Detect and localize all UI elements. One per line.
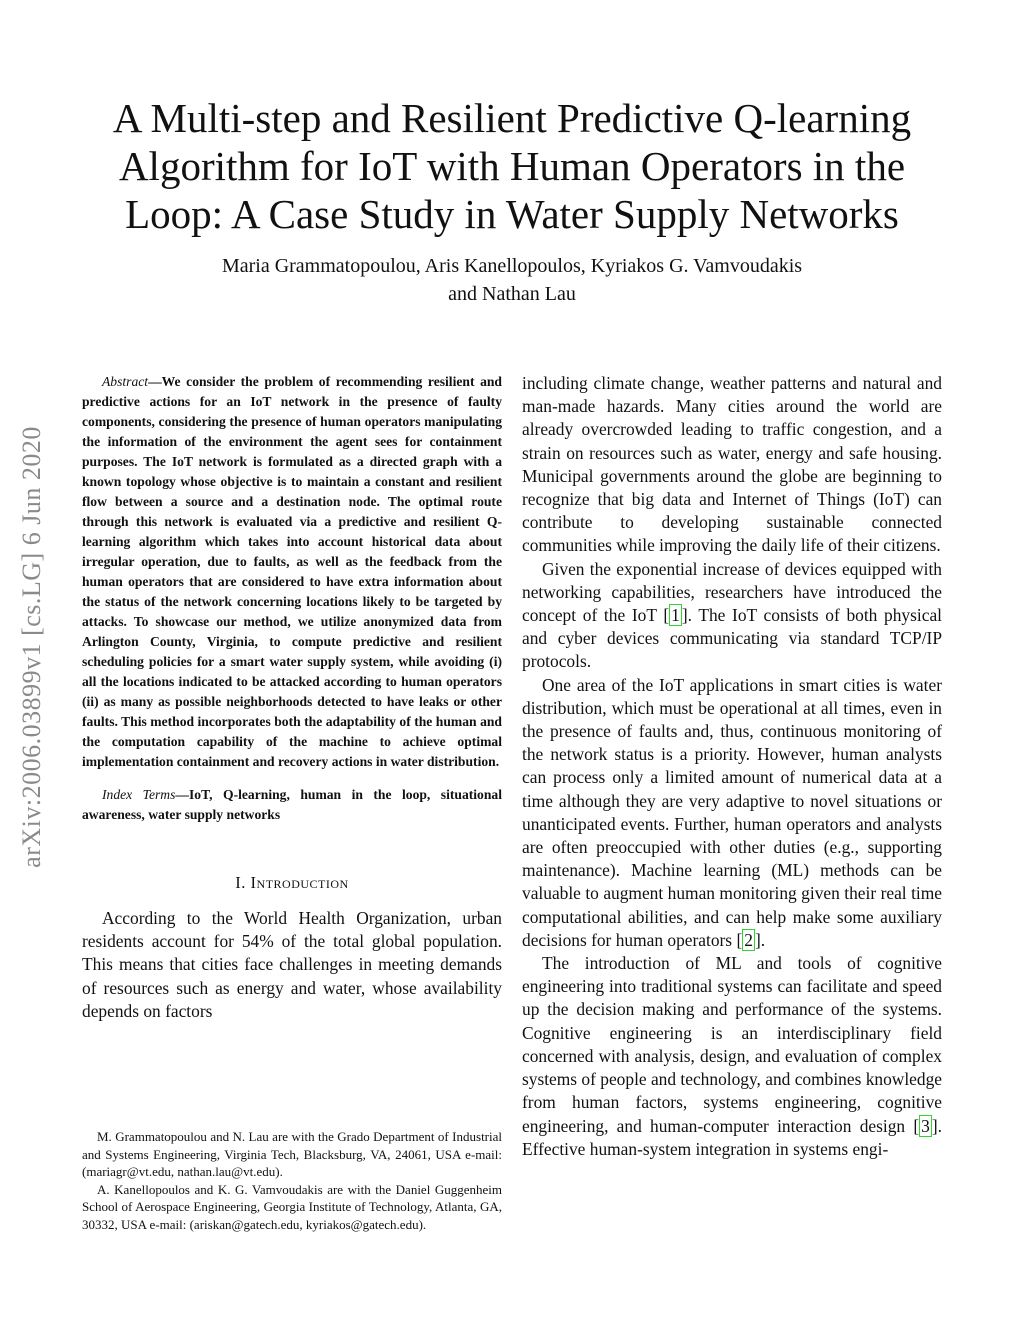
body-paragraph: The introduction of ML and tools of cognitive engineering into traditional systems can facilitate and speed up the decision making and performance of the systems. Cognitive engineering is an interdisciplinary field concerned with analysis, design, and evaluation of complex systems of people and technology, and combines knowledge from human factors, systems engineering, cognitive engineering, and human-computer interaction design [ 3 ]. Effective human-system integration in systems engi-	[522, 953, 943, 1159]
author-line: and Nathan Lau	[448, 283, 576, 305]
abstract-label: Abstract	[102, 374, 149, 389]
arxiv-identifier	[12, 366, 52, 928]
body-paragraph: One area of the IoT applications in smart cities is water distribution, which must be operational at all times, even in the presence of faults and, thus, continuous monitoring of the network status is a priority. However, human analysts can process only a limited amount of numerical data at a time although they are very adaptive to novel situations or unanticipated events. Further, human operators and analysts are often preoccupied with other duties (e.g., supporting maintenance). Machine learning (ML) methods can be valuable to augment human monitoring given their real time computational abilities, and can help make some auxiliary decisions for human operators [ 2 ].	[522, 674, 942, 950]
author-list	[80, 252, 944, 308]
index-terms-text: —IoT, Q-learning, human in the loop, situational awareness, water supply networks	[82, 787, 502, 822]
citation-link[interactable]: 3	[921, 1115, 930, 1136]
section-number: I.	[235, 873, 251, 892]
author-line: Maria Grammatopoulou, Aris Kanellopoulos, Kyriakos G. Vamvoudakis	[221, 255, 803, 277]
intro-paragraph: According to the World Health Organization, urban residents account for 54% of the total global population. This means that cities face challenges in meeting demands of resources such as energy and water, whose availability depends on factors	[82, 908, 502, 1021]
footnote: M. Grammatopoulou and N. Lau are with the Grado Department of Industrial and Systems Engineering, Virginia Tech, Blacksburg, VA, 24061, USA e-mail: (mariagr@vt.edu, nathan.lau@vt.edu).	[82, 1129, 502, 1179]
paragraph-text: . Effective human-system integration in systems engi-	[522, 1115, 942, 1159]
section-heading	[82, 873, 502, 893]
title-line: Loop: A Case Study in Water Supply Networks	[125, 191, 899, 237]
citation-link[interactable]: 2	[744, 929, 753, 950]
body-paragraph: Given the exponential increase of devices equipped with networking capabilities, researchers have introduced the concept of the IoT [ 1 ]. The IoT consists of both physical and cyber devices communicating via standard TCP/IP protocols.	[522, 558, 942, 672]
footnotes	[82, 1128, 502, 1233]
arxiv-identifier-text: arXiv:2006.03899v1 [cs.LG] 6 Jun 2020	[17, 426, 46, 868]
title-line: A Multi-step and Resilient Predictive Q-learning	[112, 95, 912, 141]
abstract-text: —We consider the problem of recommending resilient and predictive actions for an IoT network in the presence of faulty components, considering the presence of human operators manipulating the information of the environment the agent sees for containment purposes. The IoT network is formulated as a directed graph with a known topology whose objective is to maintain a constant and resilient flow between a source and a destination node. The optimal route through this network is evaluated via a predictive and resilient Q-learning algorithm which takes into account historical data about irregular operation, due to faults, as well as the feedback from the human operators that are considered to have extra information about the status of the network concerning locations likely to be targeted by attacks. To showcase our method, we utilize anonymized data from Arlington County, Virginia, to compute predictive and resilient scheduling policies for a smart water supply system, while avoiding (i) all the locations indicated to be attacked according to human operators (ii) as many as possible neighborhoods detected to have leaks or other faults. This method incorporates both the adaptability of the human and the computation capability of the machine to achieve optimal implementation containment and recovery actions in water distribution.	[82, 374, 502, 769]
title-line: Algorithm for IoT with Human Operators in the	[118, 143, 906, 189]
footnote: A. Kanellopoulos and K. G. Vamvoudakis are with the Daniel Guggenheim School of Aerospace Engineering, Georgia Institute of Technology, Atlanta, GA, 30332, USA e-mail: (ariskan@gatech.edu, kyriakos@gatech.edu).	[82, 1181, 502, 1232]
paragraph-text: The introduction of ML and tools of cognitive engineering into traditional systems can facilitate and speed up the decision making and performance of the systems. Cognitive engineering is an interdisciplinary field concerned with analysis, design, and evaluation of complex systems of people and technology, and combines knowledge from human factors, systems engineering, cognitive engineering, and human-computer interaction design	[522, 953, 943, 1136]
index-terms	[82, 785, 502, 825]
index-terms-label: Index Terms	[102, 787, 176, 802]
section-title: Introduction	[250, 873, 349, 892]
paragraph-text: .	[760, 929, 766, 950]
body-paragraph: including climate change, weather patterns and natural and man-made hazards. Many cities around the world are already overcrowded leading to traffic congestion, and a strain on resources such as water, energy and safe housing. Municipal governments around the globe are beginning to recognize that big data and Internet of Things (IoT) can contribute to developing sustainable connected communities while improving the daily life of their citizens.	[522, 373, 942, 556]
left-column	[82, 372, 502, 1023]
paragraph-text: Given the exponential increase of devices equipped with networking capabilities, researchers have introduced the concept of the IoT	[522, 558, 942, 626]
paper-title	[80, 94, 944, 238]
paragraph-text: . The IoT consists of both physical and cyber devices communicating via standard TCP/IP protocols.	[522, 605, 942, 672]
abstract	[82, 372, 502, 772]
citation-link[interactable]: 1	[671, 605, 680, 626]
paragraph-text: One area of the IoT applications in smart cities is water distribution, which must be operational at all times, even in the presence of faults and, thus, continuous monitoring of the network status is a priority. However, human analysts can process only a limited amount of numerical data at a time although they are very adaptive to novel situations or unanticipated events. Further, human operators and analysts are often preoccupied with other duties (e.g., supporting maintenance). Machine learning (ML) methods can be valuable to augment human monitoring given their real time computational abilities, and can help make some auxiliary decisions for human operators	[522, 674, 942, 950]
right-column	[522, 372, 942, 1161]
